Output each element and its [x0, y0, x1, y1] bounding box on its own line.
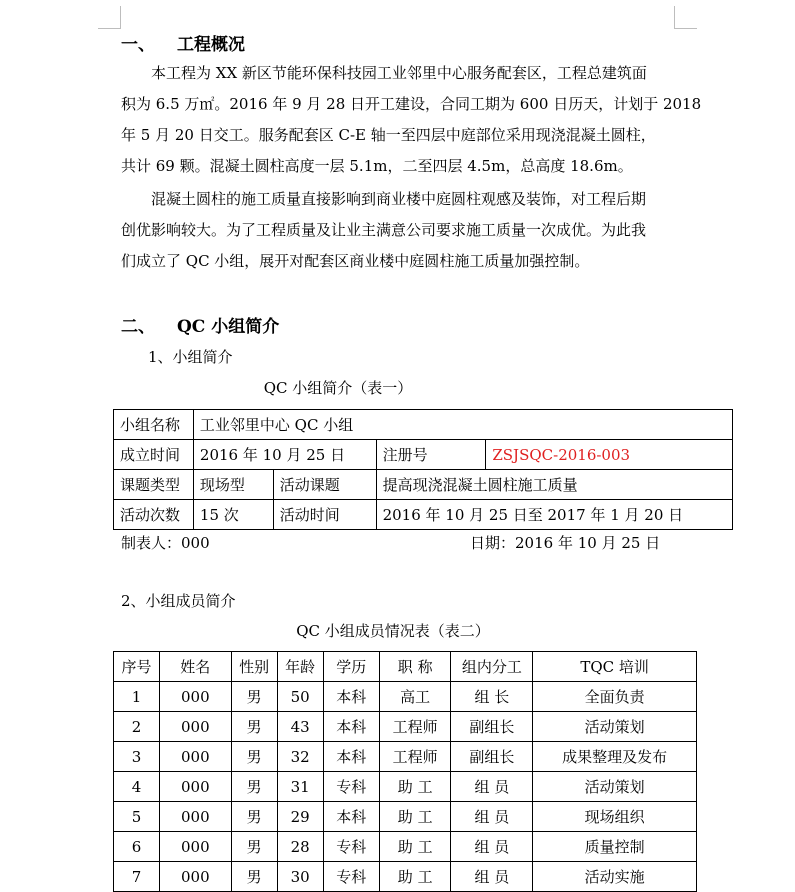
crop-mark-top-right: [674, 6, 697, 29]
column-header: 学历: [323, 652, 379, 682]
table-row: [114, 410, 733, 440]
table-row: [114, 862, 697, 892]
table-cell: 男: [231, 742, 277, 772]
table1-caption: QC 小组简介（表一）: [263, 379, 413, 397]
table-cell: 助 工: [379, 862, 451, 892]
table-cell: 组 员: [451, 832, 533, 862]
table-row: [114, 440, 733, 470]
table-cell: 000: [160, 832, 232, 862]
table-cell: 男: [231, 832, 277, 862]
table-cell: 专科: [323, 862, 379, 892]
text-line: 年 5 月 20 日交工。服务配套区 C-E 轴一至四层中庭部位采用现浇混凝土圆柱，: [121, 126, 656, 144]
section1-paragraph-1: [121, 58, 702, 182]
table-cell: 2: [114, 712, 160, 742]
table-row: [114, 802, 697, 832]
table-cell: 助 工: [379, 772, 451, 802]
table-row: [114, 500, 733, 530]
table-cell: 50: [277, 682, 323, 712]
section2-title: QC 小组简介: [177, 317, 280, 337]
table-cell: 本科: [323, 802, 379, 832]
subsection-2-title: 2、小组成员简介: [121, 592, 236, 610]
table-cell: 活动时间: [273, 500, 376, 530]
table-row: [114, 742, 697, 772]
table-cell: 助 工: [379, 832, 451, 862]
column-header: 序号: [114, 652, 160, 682]
table-cell: 小组名称: [114, 410, 194, 440]
table-row: [114, 772, 697, 802]
table-cell: 成立时间: [114, 440, 194, 470]
table-cell: 本科: [323, 682, 379, 712]
table-row: [114, 712, 697, 742]
table-cell: 成果整理及发布: [533, 742, 697, 772]
subsection-1-title: 1、小组简介: [148, 348, 233, 366]
table-row: [114, 470, 733, 500]
table-cell: 组 长: [451, 682, 533, 712]
table-cell: 29: [277, 802, 323, 832]
table-cell: 15 次: [193, 500, 273, 530]
table-cell: 2016 年 10 月 25 日至 2017 年 1 月 20 日: [376, 500, 732, 530]
section1-paragraph-2: [121, 184, 677, 277]
table-cell: 活动课题: [273, 470, 376, 500]
section2-heading: [121, 312, 279, 337]
table-cell: 6: [114, 832, 160, 862]
table-cell: 专科: [323, 772, 379, 802]
column-header: 姓名: [160, 652, 232, 682]
table-cell: 工业邻里中心 QC 小组: [193, 410, 732, 440]
table-cell: 男: [231, 682, 277, 712]
table-cell: 000: [160, 742, 232, 772]
table-cell: 4: [114, 772, 160, 802]
qc-members-table: [113, 651, 697, 892]
table-cell: 现场型: [193, 470, 273, 500]
text-line: 本工程为 XX 新区节能环保科技园工业邻里中心服务配套区，工程总建筑面: [151, 64, 647, 82]
table-cell: 副组长: [451, 712, 533, 742]
table-cell: 组 员: [451, 772, 533, 802]
section1-title: 工程概况: [177, 35, 245, 55]
table-cell: 注册号: [376, 440, 486, 470]
table-cell: 助 工: [379, 802, 451, 832]
table-cell: 男: [231, 802, 277, 832]
table-cell: 提高现浇混凝土圆柱施工质量: [376, 470, 732, 500]
table-cell: 本科: [323, 712, 379, 742]
table-cell: 31: [277, 772, 323, 802]
table-cell: 1: [114, 682, 160, 712]
column-header: 组内分工: [451, 652, 533, 682]
table2-caption: QC 小组成员情况表（表二）: [296, 622, 490, 640]
text-line: 混凝土圆柱的施工质量直接影响到商业楼中庭圆柱观感及装饰，对工程后期: [151, 190, 647, 208]
table-cell: 工程师: [379, 712, 451, 742]
section2-number: 二、: [121, 317, 155, 337]
qc-group-info-table: [113, 409, 733, 530]
table-cell: 专科: [323, 832, 379, 862]
table-cell: 课题类型: [114, 470, 194, 500]
table-cell: 活动策划: [533, 712, 697, 742]
column-header: 性别: [231, 652, 277, 682]
table-cell: 000: [160, 802, 232, 832]
section1-number: 一、: [121, 35, 155, 55]
text-line: 积为 6.5 万㎡。2016 年 9 月 28 日开工建设，合同工期为 600 日历天，计划于 2018: [121, 95, 702, 113]
table-cell: 活动策划: [533, 772, 697, 802]
table-row: [114, 682, 697, 712]
table-cell: 现场组织: [533, 802, 697, 832]
table-maker: 制表人：000: [121, 534, 210, 552]
table-cell: 000: [160, 772, 232, 802]
registration-number: ZSJSQC-2016-003: [486, 440, 733, 470]
text-line: 创优影响较大。为了工程质量及让业主满意公司要求施工质量一次成优。为此我: [121, 221, 647, 239]
table-cell: 高工: [379, 682, 451, 712]
section1-heading: [121, 30, 245, 55]
table-cell: 组 员: [451, 802, 533, 832]
table-cell: 男: [231, 772, 277, 802]
table-cell: 2016 年 10 月 25 日: [193, 440, 376, 470]
table-cell: 3: [114, 742, 160, 772]
table-header-row: [114, 652, 697, 682]
table-cell: 32: [277, 742, 323, 772]
table-cell: 副组长: [451, 742, 533, 772]
table-cell: 28: [277, 832, 323, 862]
text-line: 共计 69 颗。混凝土圆柱高度一层 5.1m，二至四层 4.5m，总高度 18.6m。: [121, 157, 633, 175]
table-cell: 男: [231, 862, 277, 892]
text-line: 们成立了 QC 小组，展开对配套区商业楼中庭圆柱施工质量加强控制。: [121, 252, 590, 270]
table-cell: 000: [160, 862, 232, 892]
table-cell: 工程师: [379, 742, 451, 772]
table-cell: 活动次数: [114, 500, 194, 530]
table-cell: 30: [277, 862, 323, 892]
table-date: 日期：2016 年 10 月 25 日: [470, 534, 661, 552]
table-cell: 7: [114, 862, 160, 892]
column-header: TQC 培训: [533, 652, 697, 682]
table-cell: 活动实施: [533, 862, 697, 892]
table-row: [114, 832, 697, 862]
table-cell: 000: [160, 712, 232, 742]
table-cell: 5: [114, 802, 160, 832]
table-cell: 本科: [323, 742, 379, 772]
table-cell: 男: [231, 712, 277, 742]
table-cell: 000: [160, 682, 232, 712]
table-cell: 43: [277, 712, 323, 742]
column-header: 职 称: [379, 652, 451, 682]
table-cell: 组 员: [451, 862, 533, 892]
table-cell: 质量控制: [533, 832, 697, 862]
column-header: 年龄: [277, 652, 323, 682]
table-cell: 全面负责: [533, 682, 697, 712]
crop-mark-top-left: [98, 6, 121, 29]
